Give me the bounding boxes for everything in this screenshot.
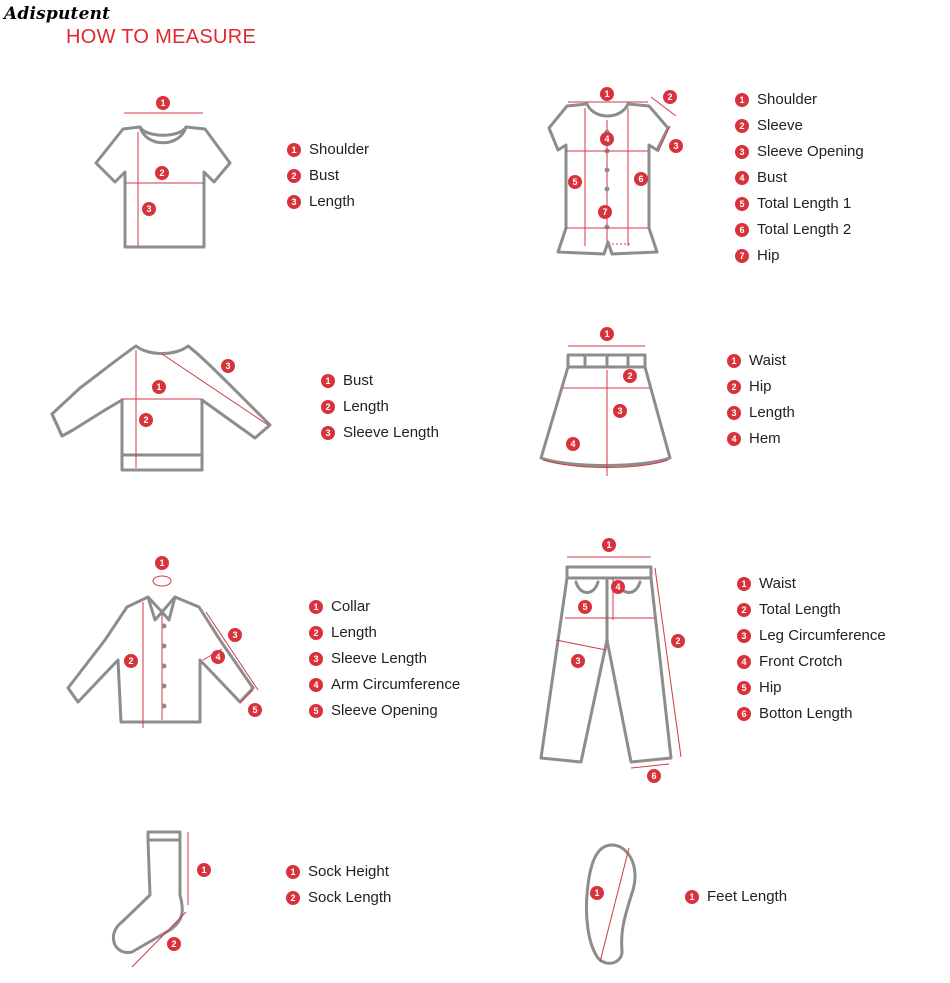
- svg-text:1: 1: [159, 558, 165, 568]
- marker-3: [221, 359, 235, 373]
- legend-item: 1 Collar: [309, 599, 460, 625]
- marker-4: [566, 437, 580, 451]
- marker-3: [571, 654, 585, 668]
- marker-2: [167, 937, 181, 951]
- legend-item: 1 Bust: [321, 373, 439, 399]
- svg-text:4: 4: [570, 439, 576, 449]
- legend-item: 1 Waist: [737, 576, 886, 602]
- legend-item: 1 Shoulder: [287, 142, 369, 168]
- marker-1: [600, 327, 614, 341]
- skirt-figure: [541, 327, 670, 476]
- svg-text:3: 3: [575, 656, 581, 666]
- legend-item: 3 Length: [727, 405, 795, 431]
- tshirt-figure: [96, 96, 230, 247]
- legend-item: 4 Front Crotch: [737, 654, 886, 680]
- svg-text:2: 2: [675, 636, 681, 646]
- svg-text:1: 1: [594, 888, 600, 898]
- svg-text:4: 4: [615, 582, 621, 592]
- legend-item: 3 Sleeve Opening: [735, 144, 864, 170]
- marker-3: [228, 628, 242, 642]
- marker-3: [613, 404, 627, 418]
- legend-item: 2 Sock Length: [286, 890, 391, 916]
- svg-text:3: 3: [617, 406, 623, 416]
- legend-item: 4 Arm Circumference: [309, 677, 460, 703]
- svg-text:3: 3: [146, 204, 152, 214]
- brand-logo: Adisputent: [4, 4, 111, 24]
- svg-text:2: 2: [667, 92, 673, 102]
- legend-item: 7 Hip: [735, 248, 864, 274]
- svg-text:1: 1: [156, 382, 162, 392]
- legend-item: 2 Length: [321, 399, 439, 425]
- legend-item: 4 Hem: [727, 431, 795, 457]
- marker-2: [124, 654, 138, 668]
- sweater-figure: [52, 346, 270, 470]
- svg-text:2: 2: [171, 939, 177, 949]
- marker-1: [156, 96, 170, 110]
- page-title: HOW TO MEASURE: [66, 26, 257, 48]
- legend-item: 5 Sleeve Opening: [309, 703, 460, 729]
- marker-5: [248, 703, 262, 717]
- legend-item: 1 Waist: [727, 353, 795, 379]
- legend-item: 5 Hip: [737, 680, 886, 706]
- legend-item: 3 Sleeve Length: [321, 425, 439, 451]
- marker-1: [197, 863, 211, 877]
- marker-1: [590, 886, 604, 900]
- svg-text:1: 1: [606, 540, 612, 550]
- marker-1: [600, 87, 614, 101]
- svg-text:1: 1: [160, 98, 166, 108]
- svg-text:7: 7: [602, 207, 608, 217]
- svg-text:3: 3: [225, 361, 231, 371]
- marker-1: [152, 380, 166, 394]
- svg-text:3: 3: [673, 141, 679, 151]
- svg-text:3: 3: [232, 630, 238, 640]
- legend-item: 3 Sleeve Length: [309, 651, 460, 677]
- sock-figure: [113, 832, 211, 967]
- svg-text:6: 6: [651, 771, 657, 781]
- marker-1: [155, 556, 169, 570]
- marker-2: [663, 90, 677, 104]
- svg-text:1: 1: [604, 89, 610, 99]
- legend-item: 3 Leg Circumference: [737, 628, 886, 654]
- marker-2: [155, 166, 169, 180]
- svg-text:2: 2: [128, 656, 134, 666]
- svg-text:4: 4: [215, 652, 221, 662]
- marker-5: [568, 175, 582, 189]
- legend-item: 2 Hip: [727, 379, 795, 405]
- marker-2: [671, 634, 685, 648]
- romper-figure: [549, 87, 683, 254]
- svg-text:2: 2: [627, 371, 633, 381]
- svg-text:5: 5: [572, 177, 578, 187]
- marker-3: [142, 202, 156, 216]
- legend-item: 6 Botton Length: [737, 706, 886, 732]
- legend-item: 4 Bust: [735, 170, 864, 196]
- svg-text:2: 2: [143, 415, 149, 425]
- marker-4: [611, 580, 625, 594]
- marker-6: [634, 172, 648, 186]
- svg-text:6: 6: [638, 174, 644, 184]
- marker-5: [578, 600, 592, 614]
- marker-4: [211, 650, 225, 664]
- marker-2: [623, 369, 637, 383]
- marker-2: [139, 413, 153, 427]
- legend-item: 2 Sleeve: [735, 118, 864, 144]
- svg-text:2: 2: [159, 168, 165, 178]
- foot-figure: [586, 845, 635, 963]
- svg-text:1: 1: [604, 329, 610, 339]
- marker-6: [647, 769, 661, 783]
- svg-text:5: 5: [582, 602, 588, 612]
- svg-text:5: 5: [252, 705, 258, 715]
- legend-item: 3 Length: [287, 194, 369, 220]
- legend-item: 1 Feet Length: [685, 889, 787, 915]
- shirt-figure: [68, 556, 262, 728]
- legend-item: 2 Bust: [287, 168, 369, 194]
- marker-1: [602, 538, 616, 552]
- marker-4: [600, 132, 614, 146]
- legend-item: 1 Sock Height: [286, 864, 391, 890]
- marker-3: [669, 139, 683, 153]
- legend-item: 2 Total Length: [737, 602, 886, 628]
- svg-text:1: 1: [201, 865, 207, 875]
- marker-7: [598, 205, 612, 219]
- svg-text:4: 4: [604, 134, 610, 144]
- legend-item: 2 Length: [309, 625, 460, 651]
- legend-item: 6 Total Length 2: [735, 222, 864, 248]
- pants-figure: [541, 538, 685, 783]
- legend-item: 1 Shoulder: [735, 92, 864, 118]
- legend-item: 5 Total Length 1: [735, 196, 864, 222]
